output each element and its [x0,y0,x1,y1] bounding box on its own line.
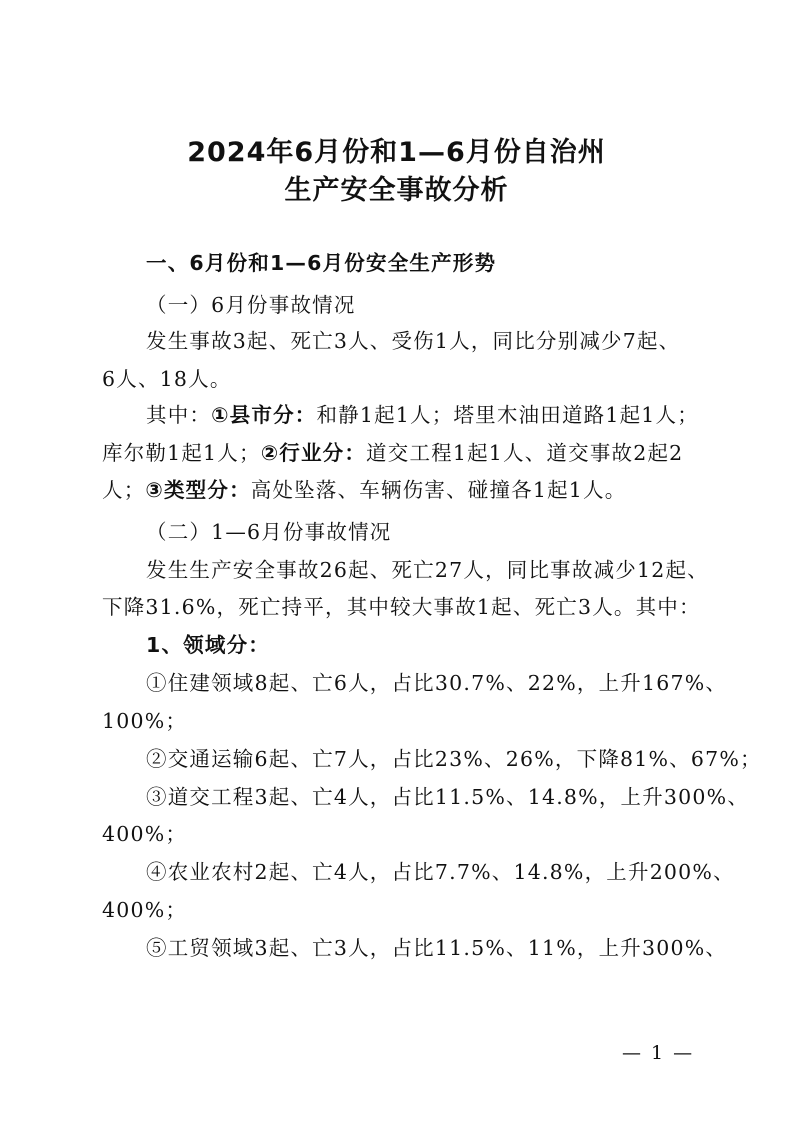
field-item-1-line-1: ①住建领域8起、亡6人，占比30.7%、22%，上升167%、 [146,671,728,695]
field-item-3-line-2: 400%； [102,822,188,846]
june-summary-line-1: 发生事故3起、死亡3人、受伤1人，同比分别减少7起、 [146,329,681,353]
subsection-heading-jan-june: （二）1—6月份事故情况 [146,520,392,544]
page-number: — 1 — [622,1042,695,1064]
june-summary-line-2: 6人、18人。 [102,367,232,391]
june-breakdown-line-1 [146,398,706,428]
type-label: ③类型分： [145,478,251,502]
breakdown-prefix: 其中： [146,403,212,427]
county-detail-cont: 库尔勒1起1人； [102,441,261,465]
field-item-4-line-2: 400%； [102,898,188,922]
june-breakdown-line-3 [102,473,702,503]
jan-june-summary-line-2: 下降31.6%，死亡持平，其中较大事故1起、死亡3人。其中： [102,595,701,619]
field-item-4-line-1: ④农业农村2起、亡4人，占比7.7%、14.8%，上升200%、 [146,860,735,884]
june-breakdown-line-2 [102,436,702,466]
field-item-2: ②交通运输6起、亡7人，占比23%、26%，下降81%、67%； [146,747,762,771]
title-line-2: 生产安全事故分析 [284,175,509,206]
county-detail: 和静1起1人；塔里木油田道路1起1人； [316,403,699,427]
industry-label: ②行业分： [260,441,367,465]
field-item-5-line-1: ⑤工贸领域3起、亡3人，占比11.5%、11%，上升300%、 [146,936,728,960]
industry-detail-cont: 人； [102,478,146,502]
field-heading: 1、领域分： [146,633,270,657]
field-item-1-line-2: 100%； [102,709,188,733]
field-item-3-line-1: ③道交工程3起、亡4人，占比11.5%、14.8%，上升300%、 [146,785,750,809]
type-detail: 高处坠落、车辆伤害、碰撞各1起1人。 [250,478,627,502]
subsection-heading-june: （一）6月份事故情况 [146,293,356,317]
industry-detail: 道交工程1起1人、道交事故2起2 [366,441,684,465]
jan-june-summary-line-1: 发生生产安全事故26起、死亡27人，同比事故减少12起、 [146,558,709,582]
title-line-1: 2024年6月份和1—6月份自治州 [187,137,606,168]
county-label: ①县市分： [211,403,317,427]
section-heading: 一、6月份和1—6月份安全生产形势 [146,251,497,275]
